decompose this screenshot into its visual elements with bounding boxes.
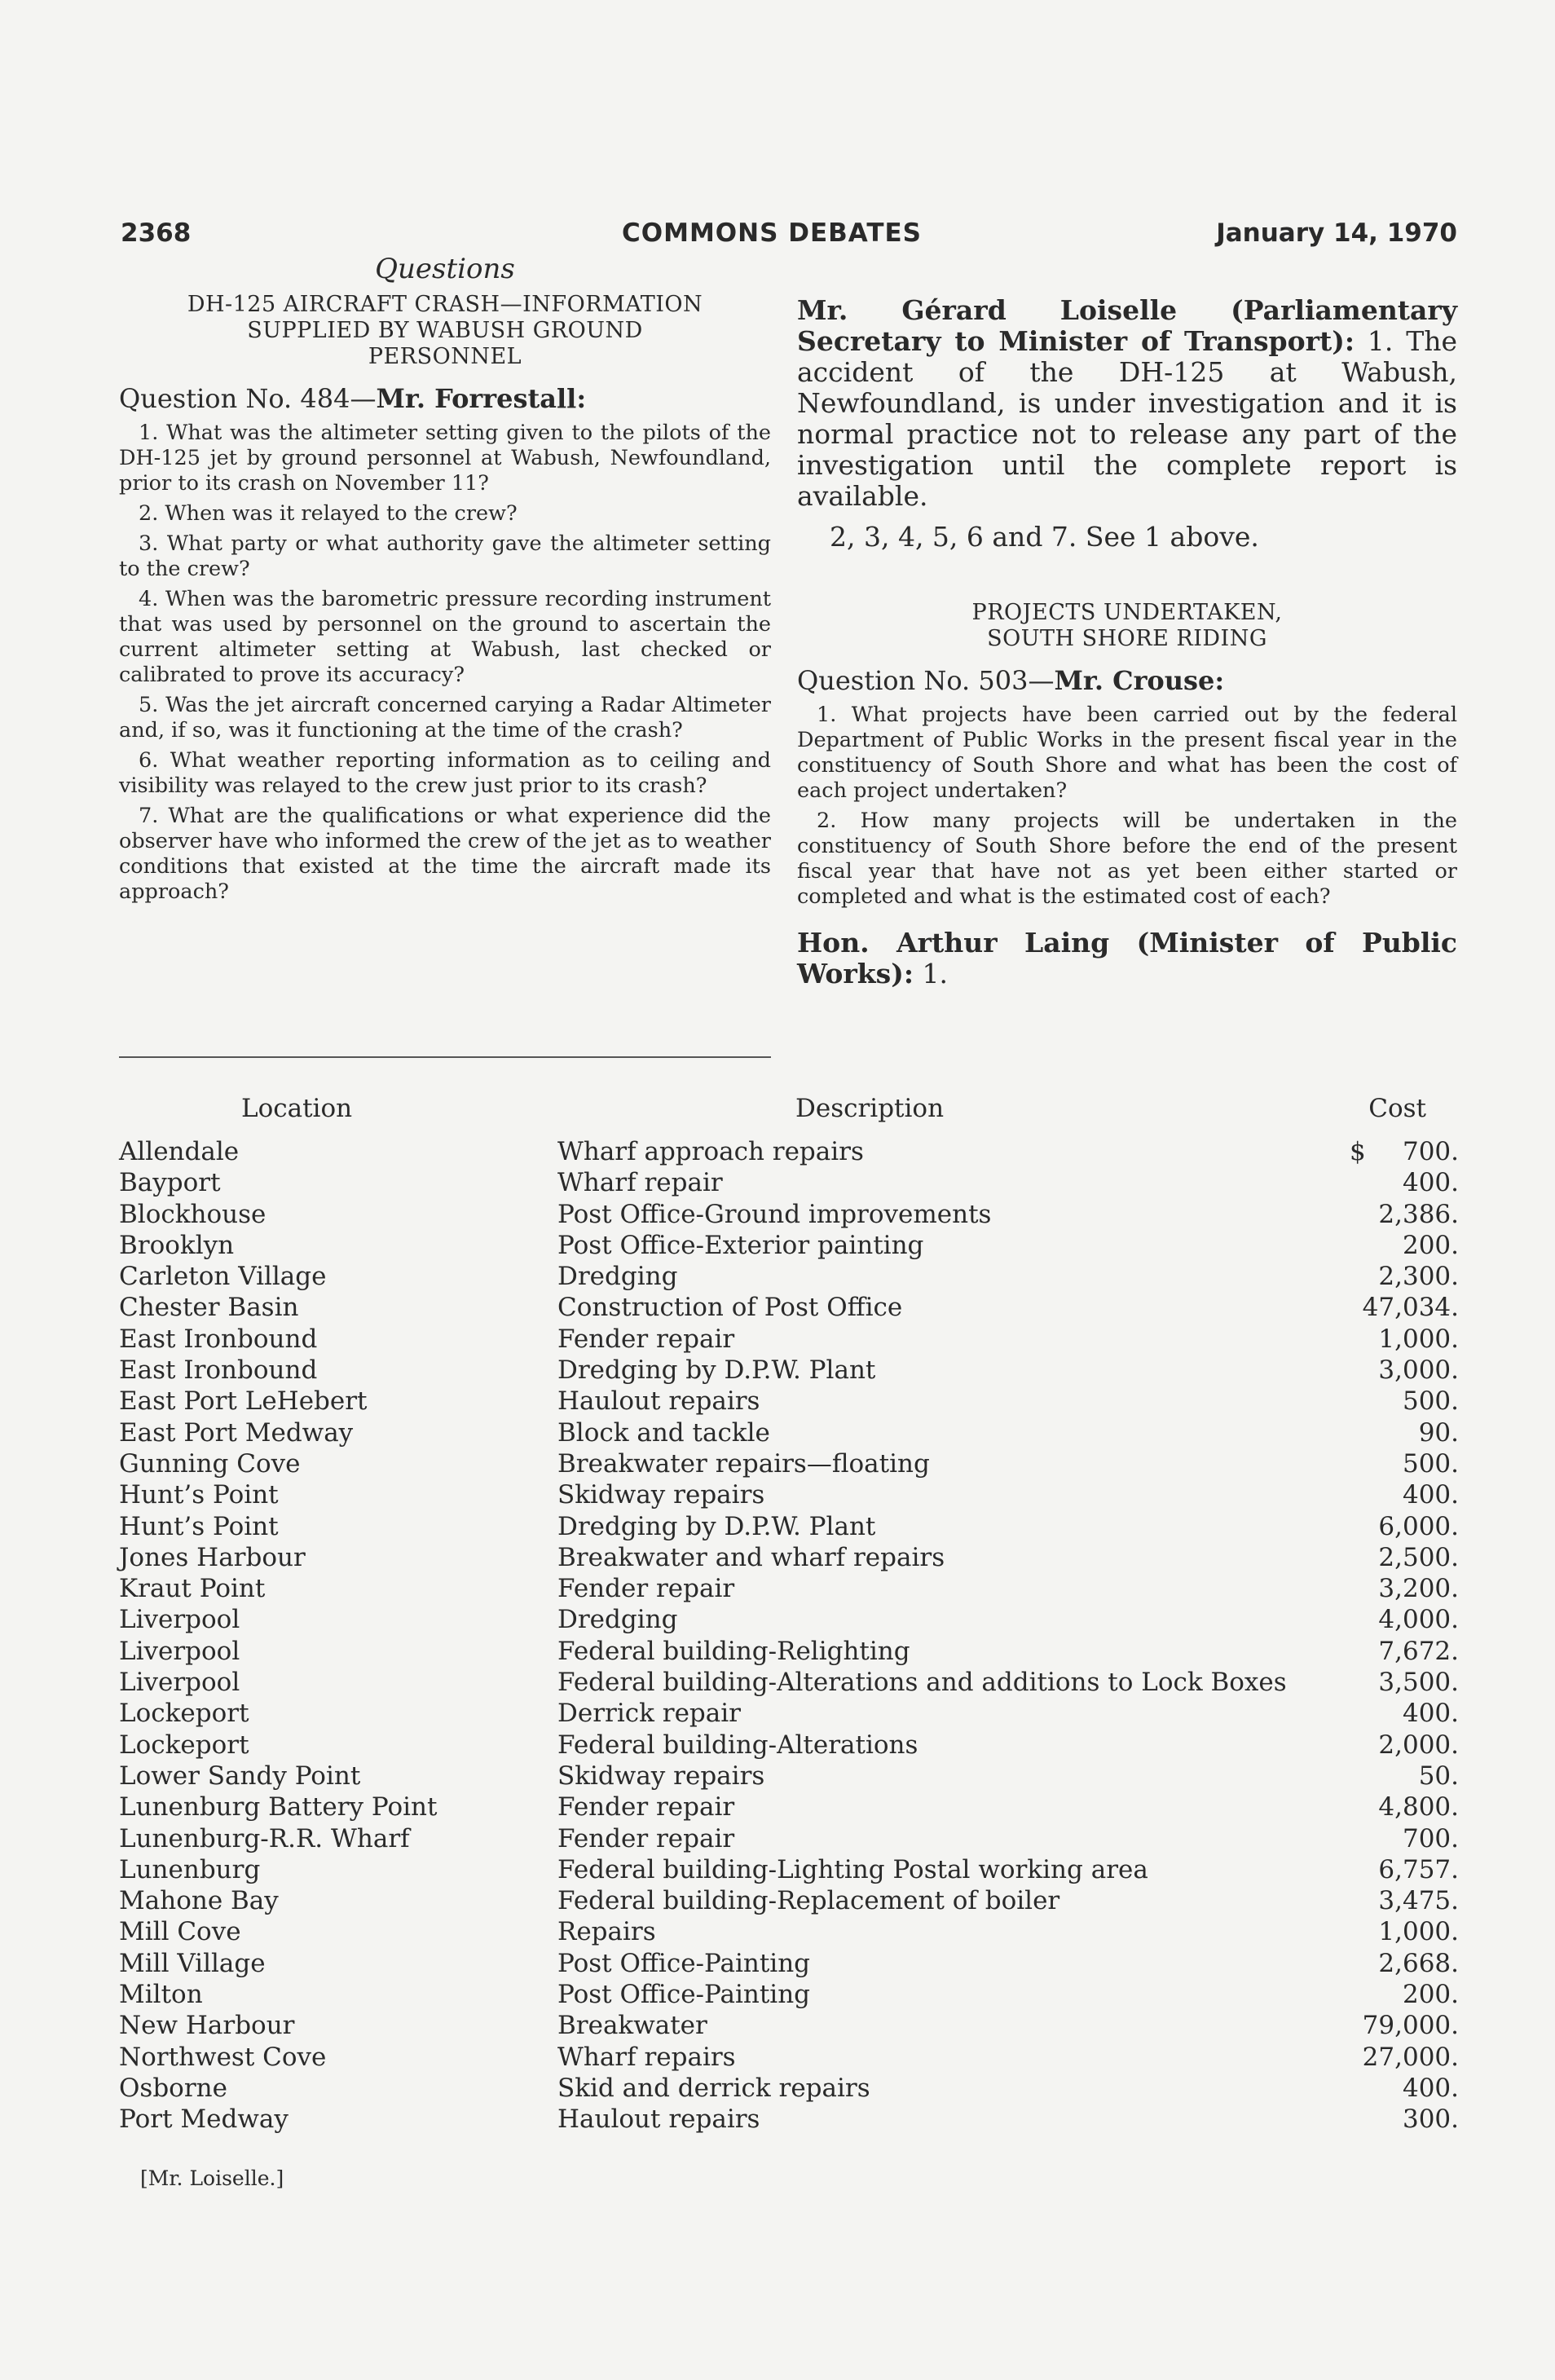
cell-cost: 3,500. — [1378, 1668, 1459, 1698]
cell-location: Lockeport — [119, 1699, 249, 1729]
cell-cost: 50. — [1418, 1761, 1459, 1791]
right-column — [797, 253, 1457, 999]
answer-text: 1. The accident of the DH-125 at Wabush, Newfoundland, is under investigation and it is normal practice not to release any part of the investigation until the complete report is available. — [797, 325, 1457, 512]
question-item: 4. When was the barometric pressure recording instrument that was used by personnel on the ground to ascertain the current altimeter setting at Wabush, last checked or calibrated to prove its accuracy? — [119, 587, 771, 687]
cell-cost: 2,668. — [1378, 1948, 1459, 1978]
cell-location: Carleton Village — [119, 1262, 327, 1292]
table-row — [119, 1511, 1459, 1542]
answer-text: 1. — [914, 958, 948, 989]
heading-line: PROJECTS UNDERTAKEN, — [971, 600, 1283, 625]
table-row — [119, 1386, 1459, 1417]
cell-currency: $ — [1350, 1137, 1366, 1166]
cell-cost: 79,000. — [1362, 2011, 1459, 2041]
cell-cost: 6,757. — [1378, 1854, 1459, 1884]
cell-location: East Port LeHebert — [119, 1386, 368, 1417]
cell-description: Wharf repairs — [557, 2042, 736, 2072]
cell-location: Liverpool — [119, 1636, 240, 1666]
cell-location: Osborne — [119, 2073, 227, 2103]
cell-location: Liverpool — [119, 1668, 240, 1698]
table-row — [119, 1479, 1459, 1510]
cell-location: Brooklyn — [119, 1230, 235, 1260]
table-row — [119, 1573, 1459, 1604]
table-row — [119, 1979, 1459, 2010]
heading-line: PERSONNEL — [368, 344, 522, 369]
cell-description: Fender repair — [557, 1792, 735, 1822]
cell-cost: 3,200. — [1378, 1574, 1459, 1604]
table-row — [119, 1792, 1459, 1822]
section-title: Questions — [375, 253, 515, 285]
header-location: Location — [241, 1094, 353, 1123]
cell-cost: 7,672. — [1378, 1636, 1459, 1666]
question-item: 5. Was the jet aircraft concerned carying a Radar Altimeter and, if so, was it functioning at the time of the crash? — [119, 693, 771, 743]
cell-location: Kraut Point — [119, 1574, 266, 1604]
cell-cost: 400. — [1402, 2073, 1459, 2103]
cell-cost: 2,300. — [1378, 1262, 1459, 1292]
cell-description: Dredging — [557, 1262, 678, 1292]
cell-cost: 700. — [1402, 1823, 1459, 1853]
cell-description: Wharf approach repairs — [557, 1137, 864, 1166]
cell-description: Federal building-Replacement of boiler — [557, 1886, 1060, 1916]
question-number: Question No. 503— — [797, 665, 1055, 696]
cell-cost: 700. — [1402, 1137, 1459, 1166]
cell-description: Skid and derrick repairs — [557, 2073, 870, 2103]
cell-description: Haulout repairs — [557, 1386, 760, 1417]
cell-description: Derrick repair — [557, 1699, 741, 1729]
cell-cost: 2,500. — [1378, 1542, 1459, 1572]
cell-description: Federal building-Lighting Postal working area — [557, 1854, 1148, 1884]
left-column — [119, 253, 771, 910]
cell-description: Skidway repairs — [557, 1480, 765, 1510]
table-row — [119, 1292, 1459, 1323]
cell-cost: 200. — [1402, 1980, 1459, 2010]
answer-speaker: Hon. Arthur Laing (Minister of Public Works): — [797, 927, 1457, 989]
table-header — [119, 1087, 1459, 1136]
cell-location: Port Medway — [119, 2105, 289, 2135]
cell-cost: 90. — [1418, 1417, 1459, 1448]
cell-description: Fender repair — [557, 1324, 735, 1354]
table-row — [119, 1698, 1459, 1729]
cell-cost: 400. — [1402, 1480, 1459, 1510]
table-row — [119, 2010, 1459, 2041]
cell-description: Post Office-Ground improvements — [557, 1199, 992, 1229]
cell-location: Milton — [119, 1980, 203, 2010]
answer-503 — [797, 928, 1457, 989]
cell-cost: 500. — [1402, 1386, 1459, 1417]
cell-cost: 200. — [1402, 1230, 1459, 1260]
cell-location: East Ironbound — [119, 1324, 318, 1354]
cell-cost: 1,000. — [1378, 1917, 1459, 1947]
cell-description: Dredging by D.P.W. Plant — [557, 1355, 876, 1386]
question-item: 3. What party or what authority gave the altimeter setting to the crew? — [119, 531, 771, 581]
publication-title: COMMONS DEBATES — [622, 218, 922, 248]
question-number: Question No. 484— — [119, 383, 377, 414]
cell-location: Blockhouse — [119, 1199, 267, 1229]
page-number: 2368 — [121, 218, 192, 248]
cell-description: Breakwater — [557, 2011, 707, 2041]
table-row — [119, 1916, 1459, 1947]
question-member: Mr. Forrestall: — [376, 383, 587, 414]
cell-location: New Harbour — [119, 2011, 295, 2041]
cell-description: Breakwater repairs—floating — [557, 1448, 930, 1479]
cell-location: East Port Medway — [119, 1417, 354, 1448]
cell-cost: 27,000. — [1362, 2042, 1459, 2072]
cell-cost: 3,000. — [1378, 1355, 1459, 1386]
page-header — [121, 218, 1457, 254]
cell-location: Northwest Cove — [119, 2042, 327, 2072]
heading-line: SOUTH SHORE RIDING — [987, 626, 1267, 651]
speaker-footnote: [Mr. Loiselle.] — [140, 2166, 284, 2190]
cell-description: Federal building-Alterations — [557, 1730, 918, 1760]
table-row — [119, 1417, 1459, 1448]
cell-location: Allendale — [119, 1137, 240, 1166]
table-row — [119, 1885, 1459, 1916]
cell-location: Lockeport — [119, 1730, 249, 1760]
table-row — [119, 1230, 1459, 1261]
table-row — [119, 1167, 1459, 1198]
table-row — [119, 1261, 1459, 1292]
cell-location: East Ironbound — [119, 1355, 318, 1386]
question-item: 6. What weather reporting information as to ceiling and visibility was relayed to the crew just prior to its crash? — [119, 748, 771, 798]
cell-cost: 1,000. — [1378, 1324, 1459, 1354]
cell-cost: 400. — [1402, 1699, 1459, 1729]
answer-484-followup: 2, 3, 4, 5, 6 and 7. See 1 above. — [830, 521, 1259, 553]
cell-cost: 2,000. — [1378, 1730, 1459, 1760]
table-row — [119, 1355, 1459, 1386]
cell-cost: 4,000. — [1378, 1605, 1459, 1635]
question-item: 7. What are the qualifications or what experience did the observer have who informed the crew of the jet as to weather conditions that existed at the time the aircraft made its approach? — [119, 804, 771, 904]
question-484-heading — [119, 292, 771, 370]
question-item: 1. What was the altimeter setting given to the pilots of the DH-125 jet by ground personnel at Wabush, Newfoundland, prior to its crash on November 11? — [119, 421, 771, 496]
cell-description: Dredging by D.P.W. Plant — [557, 1511, 876, 1541]
table-row — [119, 1667, 1459, 1698]
cell-description: Federal building-Relighting — [557, 1636, 910, 1666]
table-row — [119, 2104, 1459, 2135]
cell-location: Lunenburg-R.R. Wharf — [119, 1823, 410, 1853]
table-body — [119, 1136, 1459, 2135]
cell-description: Repairs — [557, 1917, 656, 1947]
table-row — [119, 1730, 1459, 1761]
table-row — [119, 1636, 1459, 1667]
cell-location: Mill Cove — [119, 1917, 241, 1947]
question-member: Mr. Crouse: — [1054, 665, 1225, 696]
table-row — [119, 1136, 1459, 1167]
cell-cost: 400. — [1402, 1168, 1459, 1198]
answer-484 — [797, 295, 1457, 512]
cell-cost: 3,475. — [1378, 1886, 1459, 1916]
heading-line: DH-125 AIRCRAFT CRASH—INFORMATION — [187, 292, 703, 317]
cell-description: Fender repair — [557, 1574, 735, 1604]
table-row — [119, 2073, 1459, 2104]
cell-location: Lower Sandy Point — [119, 1761, 361, 1791]
cell-cost: 4,800. — [1378, 1792, 1459, 1822]
answer-speaker: Mr. Gérard Loiselle (Parliamentary Secretary to Minister of Transport): — [797, 294, 1457, 357]
question-484-label — [119, 383, 771, 414]
cell-description: Fender repair — [557, 1823, 735, 1853]
divider — [119, 1056, 771, 1058]
cell-description: Haulout repairs — [557, 2105, 760, 2135]
cell-description: Federal building-Alterations and additions to Lock Boxes — [557, 1668, 1287, 1698]
table-row — [119, 1448, 1459, 1479]
table-row — [119, 1604, 1459, 1635]
projects-table — [119, 1087, 1459, 2135]
cell-description: Post Office-Painting — [557, 1948, 811, 1978]
table-row — [119, 1324, 1459, 1355]
cell-location: Hunt’s Point — [119, 1511, 279, 1541]
cell-description: Wharf repair — [557, 1168, 723, 1198]
question-item: 2. How many projects will be undertaken in the constituency of South Shore before the end of the present fiscal year that have not as yet been either started or completed and what is the estimated cost of each? — [797, 809, 1457, 909]
cell-description: Breakwater and wharf repairs — [557, 1542, 945, 1572]
cell-cost: 47,034. — [1362, 1293, 1459, 1323]
cell-location: Lunenburg Battery Point — [119, 1792, 438, 1822]
table-row — [119, 1542, 1459, 1573]
cell-cost: 300. — [1402, 2105, 1459, 2135]
heading-line: SUPPLIED BY WABUSH GROUND — [247, 318, 643, 343]
header-cost: Cost — [1368, 1094, 1426, 1123]
cell-location: Lunenburg — [119, 1854, 261, 1884]
page-date: January 14, 1970 — [1216, 218, 1457, 248]
cell-description: Block and tackle — [557, 1417, 770, 1448]
question-503-heading — [797, 600, 1457, 652]
cell-location: Chester Basin — [119, 1293, 299, 1323]
cell-location: Mahone Bay — [119, 1886, 279, 1916]
cell-description: Construction of Post Office — [557, 1293, 903, 1323]
cell-location: Mill Village — [119, 1948, 266, 1978]
cell-description: Post Office-Painting — [557, 1980, 811, 2010]
cell-location: Hunt’s Point — [119, 1480, 279, 1510]
table-row — [119, 1823, 1459, 1854]
question-item: 1. What projects have been carried out by the federal Department of Public Works in the present fiscal year in the constituency of South Shore and what has been the cost of each project undertaken? — [797, 703, 1457, 803]
cell-description: Post Office-Exterior painting — [557, 1230, 924, 1260]
table-row — [119, 1854, 1459, 1885]
question-item: 2. When was it relayed to the crew? — [139, 501, 518, 526]
cell-cost: 500. — [1402, 1448, 1459, 1479]
cell-description: Skidway repairs — [557, 1761, 765, 1791]
cell-location: Liverpool — [119, 1605, 240, 1635]
cell-cost: 6,000. — [1378, 1511, 1459, 1541]
cell-location: Jones Harbour — [119, 1542, 306, 1572]
table-row — [119, 1761, 1459, 1792]
table-row — [119, 1199, 1459, 1230]
cell-cost: 2,386. — [1378, 1199, 1459, 1229]
header-description: Description — [795, 1094, 945, 1123]
table-row — [119, 2042, 1459, 2073]
table-row — [119, 1948, 1459, 1979]
cell-location: Gunning Cove — [119, 1448, 301, 1479]
cell-description: Dredging — [557, 1605, 678, 1635]
cell-location: Bayport — [119, 1168, 221, 1198]
question-503-label — [797, 665, 1457, 696]
